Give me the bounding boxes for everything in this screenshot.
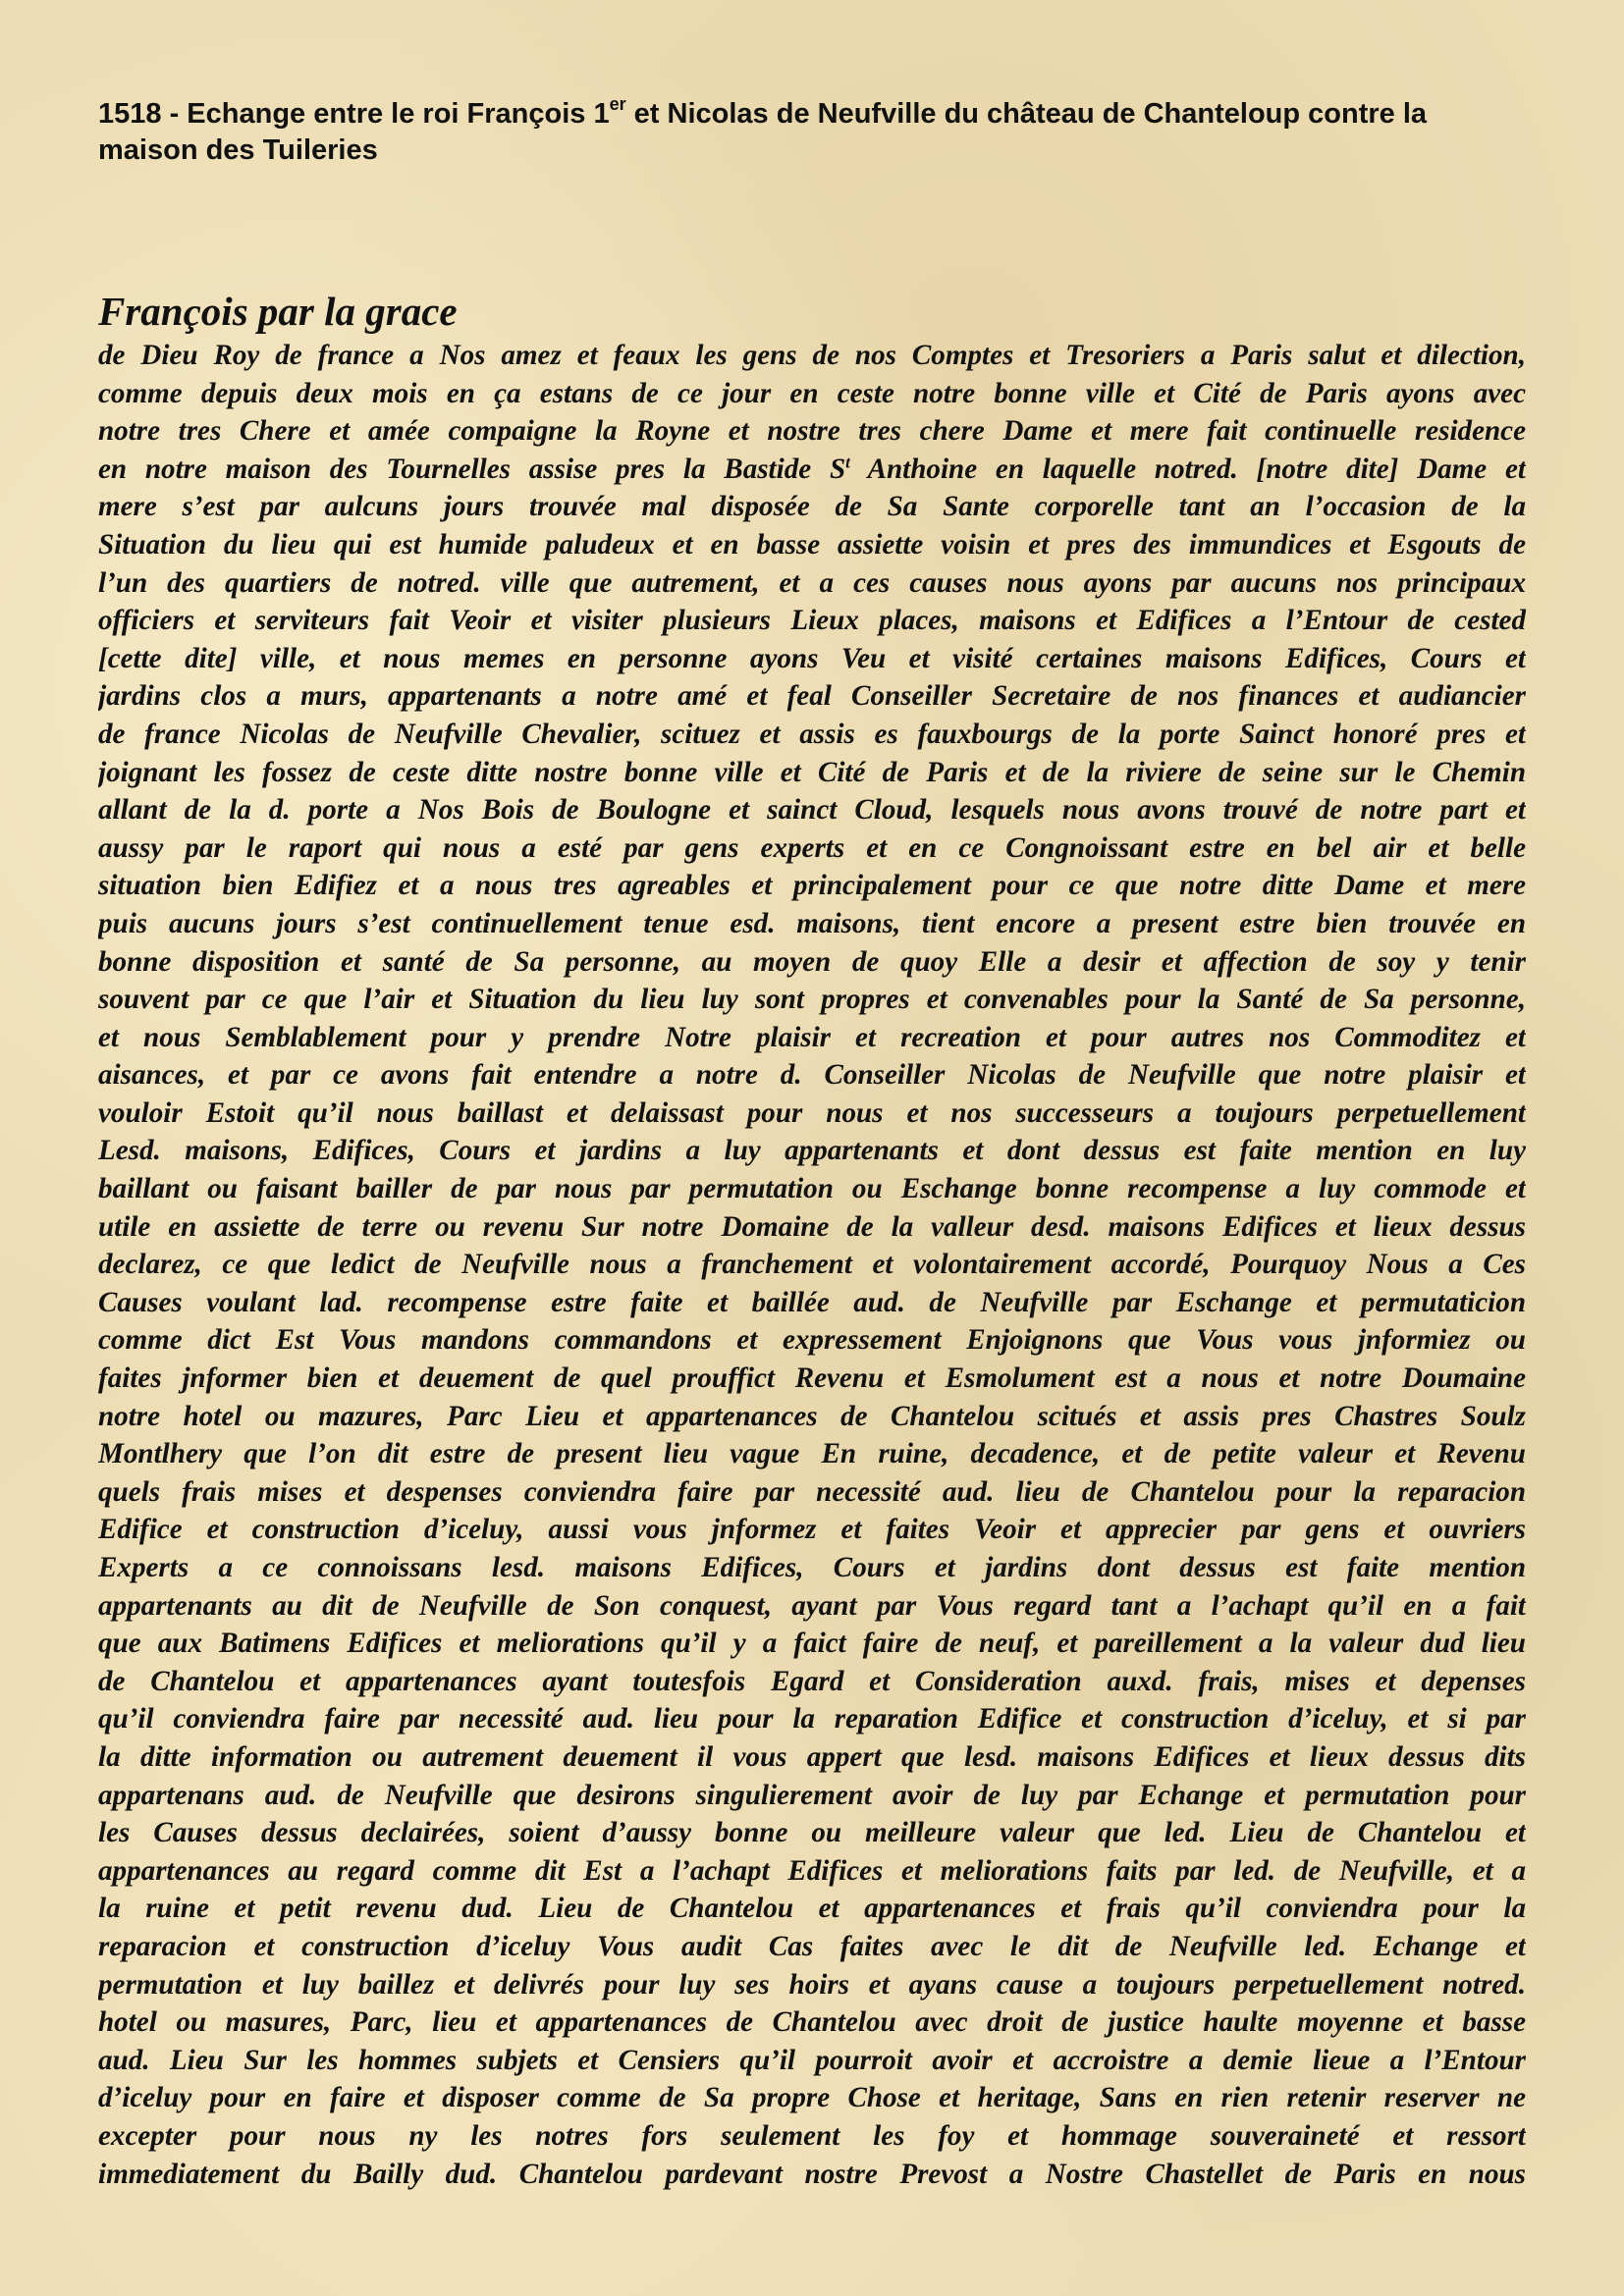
body-line [98, 451, 1526, 489]
body-line: bonne disposition et santé de Sa personne, au moyen de quoy Elle a desir et affection de soy y tenir [98, 945, 1526, 978]
body-line: comme depuis deux mois en ça estans de ce jour en ceste notre bonne ville et Cité de Paris ayons avec [98, 377, 1526, 409]
body-line: reparacion et construction d’iceluy Vous audit Cas faites avec le dit de Neufville led. Echange et [98, 1930, 1526, 1962]
body-line: faites jnformer bien et deuement de quel prouffict Revenu et Esmolument est a nous et notre Doumaine [98, 1362, 1526, 1395]
body-line: jardins clos a murs, appartenants a notre amé et feal Conseiller Secretaire de nos finances et audiancier [98, 680, 1526, 713]
body-line: comme dict Est Vous mandons commandons et expressement Enjoignons que Vous vous jnformiez ou [98, 1324, 1526, 1357]
document-title [98, 96, 1526, 169]
body-line: vouloir Estoit qu’il nous baillast et delaissast pour nous et nos successeurs a toujours perpetuellement [98, 1096, 1526, 1129]
body-line: Experts a ce connoissans lesd. maisons Edifices, Cours et jardins dont dessus est faite mention [98, 1552, 1526, 1583]
body-line: la ditte information ou autrement deuement il vous appert que lesd. maisons Edifices et lieux dessus dits [98, 1740, 1526, 1773]
body-line: declarez, ce que ledict de Neufville nous a franchement et volontairement accordé, Pourquoy Nous a Ces [98, 1249, 1526, 1281]
body-line: hotel ou masures, Parc, lieu et appartenances de Chantelou avec droit de justice haulte moyenne et basse [98, 2006, 1526, 2039]
body-line: aud. Lieu Sur les hommes subjets et Censiers qu’il pourroit avoir et accroistre a demie lieue a l’Entour [98, 2044, 1526, 2076]
body-line-segment: Anthoine en laquelle notred. [notre dite] Dame et [849, 453, 1526, 485]
body-line: appartenants au dit de Neufville de Son conquest, ayant par Vous regard tant a l’achapt qu’il en a fait [98, 1589, 1526, 1622]
body-line: mere s’est par aulcuns jours trouvée mal disposée de Sa Sante corporelle tant an l’occasion de la [98, 491, 1526, 523]
body-line: l’un des quartiers de notred. ville que autrement, et a ces causes nous ayons par aucuns nos principaux [98, 566, 1526, 599]
letter-body [98, 337, 1526, 2193]
body-line: appartenances au regard comme dit Est a l’achapt Edifices et meliorations faits par led. de Neufville, et a [98, 1854, 1526, 1887]
body-line: de Chantelou et appartenances ayant toutesfois Egard et Consideration auxd. frais, mises et depenses [98, 1665, 1526, 1697]
body-line: [cette dite] ville, et nous memes en personne ayons Veu et visité certaines maisons Edifices, Cours et [98, 642, 1526, 674]
title-part-1: 1518 - Echange entre le roi François 1 [98, 98, 610, 130]
body-line: de Dieu Roy de france a Nos amez et feaux les gens de nos Comptes et Tresoriers a Paris salut et dilection, [98, 340, 1526, 371]
body-line: situation bien Edifiez et a nous tres agreables et principalement pour ce que notre ditte Dame et mere [98, 870, 1526, 902]
body-line: et nous Semblablement pour y prendre Notre plaisir et recreation et pour autres nos Commoditez et [98, 1021, 1526, 1053]
body-line: permutation et luy baillez et delivrés pour luy ses hoirs et ayans cause a toujours perpetuellement notred. [98, 1968, 1526, 2001]
body-line: baillant ou faisant bailler de par nous par permutation ou Eschange bonne recompense a luy commode et [98, 1173, 1526, 1205]
body-line-superscript: t [845, 453, 850, 472]
body-line-segment: en notre maison des Tournelles assise pres la Bastide S [98, 453, 846, 485]
body-line: de france Nicolas de Neufville Chevalier, scituez et assis es fauxbourgs de la porte Sainct honoré pres et [98, 718, 1526, 750]
body-line: Montlhery que l’on dit estre de present lieu vague En ruine, decadence, et de petite valeur et Revenu [98, 1438, 1526, 1470]
body-line: les Causes dessus declairées, soient d’aussy bonne ou meilleure valeur que led. Lieu de Chantelou et [98, 1817, 1526, 1849]
body-line: Lesd. maisons, Edifices, Cours et jardins a luy appartenants et dont dessus est faite mention en luy [98, 1135, 1526, 1167]
body-line: aussy par le raport qui nous a esté par gens experts et en ce Congnoissant estre en bel air et belle [98, 831, 1526, 864]
body-line: quels frais mises et despenses conviendra faire par necessité aud. lieu de Chantelou pour la reparacion [98, 1475, 1526, 1508]
body-line: qu’il conviendra faire par necessité aud. lieu pour la reparation Edifice et construction d’iceluy, et si par [98, 1703, 1526, 1735]
body-line: utile en assiette de terre ou revenu Sur notre Domaine de la valleur desd. maisons Edifices et lieux dessus [98, 1210, 1526, 1243]
body-line: immediatement du Bailly dud. Chantelou pardevant nostre Prevost a Nostre Chastellet de Paris en nous [98, 2158, 1526, 2190]
body-line: notre hotel ou mazures, Parc Lieu et appartenances de Chantelou scitués et assis pres Chastres Soulz [98, 1400, 1526, 1432]
body-line: puis aucuns jours s’est continuellement tenue esd. maisons, tient encore a present estre bien trouvée en [98, 907, 1526, 939]
body-line: notre tres Chere et amée compaigne la Royne et nostre tres chere Dame et mere fait continuelle residence [98, 415, 1526, 448]
body-line: Edifice et construction d’iceluy, aussi vous jnformez et faites Veoir et apprecier par gens et ouvriers [98, 1514, 1526, 1546]
title-part-2: et Nicolas de Neufville du château de Chanteloup contre la maison des Tuileries [98, 98, 1428, 166]
body-line: joignant les fossez de ceste ditte nostre bonne ville et Cité de Paris et de la riviere de seine sur le Chemin [98, 756, 1526, 788]
body-line: la ruine et petit revenu dud. Lieu de Chantelou et appartenances et frais qu’il conviendra pour la [98, 1893, 1526, 1925]
body-line: d’iceluy pour en faire et disposer comme de Sa propre Chose et heritage, Sans en rien retenir reserver ne [98, 2082, 1526, 2114]
body-line: allant de la d. porte a Nos Bois de Boulogne et sainct Cloud, lesquels nous avons trouvé de notre part et [98, 794, 1526, 827]
body-line: aisances, et par ce avons fait entendre a notre d. Conseiller Nicolas de Neufville que notre plaisir et [98, 1059, 1526, 1092]
body-line: souvent par ce que l’air et Situation du lieu luy sont propres et convenables pour la Santé de Sa personne, [98, 984, 1526, 1016]
body-line: excepter pour nous ny les notres fors seulement les foy et hommage souveraineté et ressort [98, 2119, 1526, 2152]
body-line: Situation du lieu qui est humide paludeux et en basse assiette voisin et pres des immundices et Esgouts de [98, 528, 1526, 561]
body-line: que aux Batimens Edifices et meliorations qu’il y a faict faire de neuf, et pareillement a la valeur dud lieu [98, 1628, 1526, 1660]
body-line: officiers et serviteurs fait Veoir et visiter plusieurs Lieux places, maisons et Edifices a l’Entour de cested [98, 605, 1526, 637]
body-line: appartenans aud. de Neufville que desirons singulierement avoir de luy par Echange et permutation pour [98, 1779, 1526, 1811]
title-superscript: er [609, 94, 626, 115]
body-line: Causes voulant lad. recompense estre faite et baillée aud. de Neufville par Eschange et permutaticion [98, 1286, 1526, 1318]
letter-opening: François par la grace [98, 289, 458, 334]
